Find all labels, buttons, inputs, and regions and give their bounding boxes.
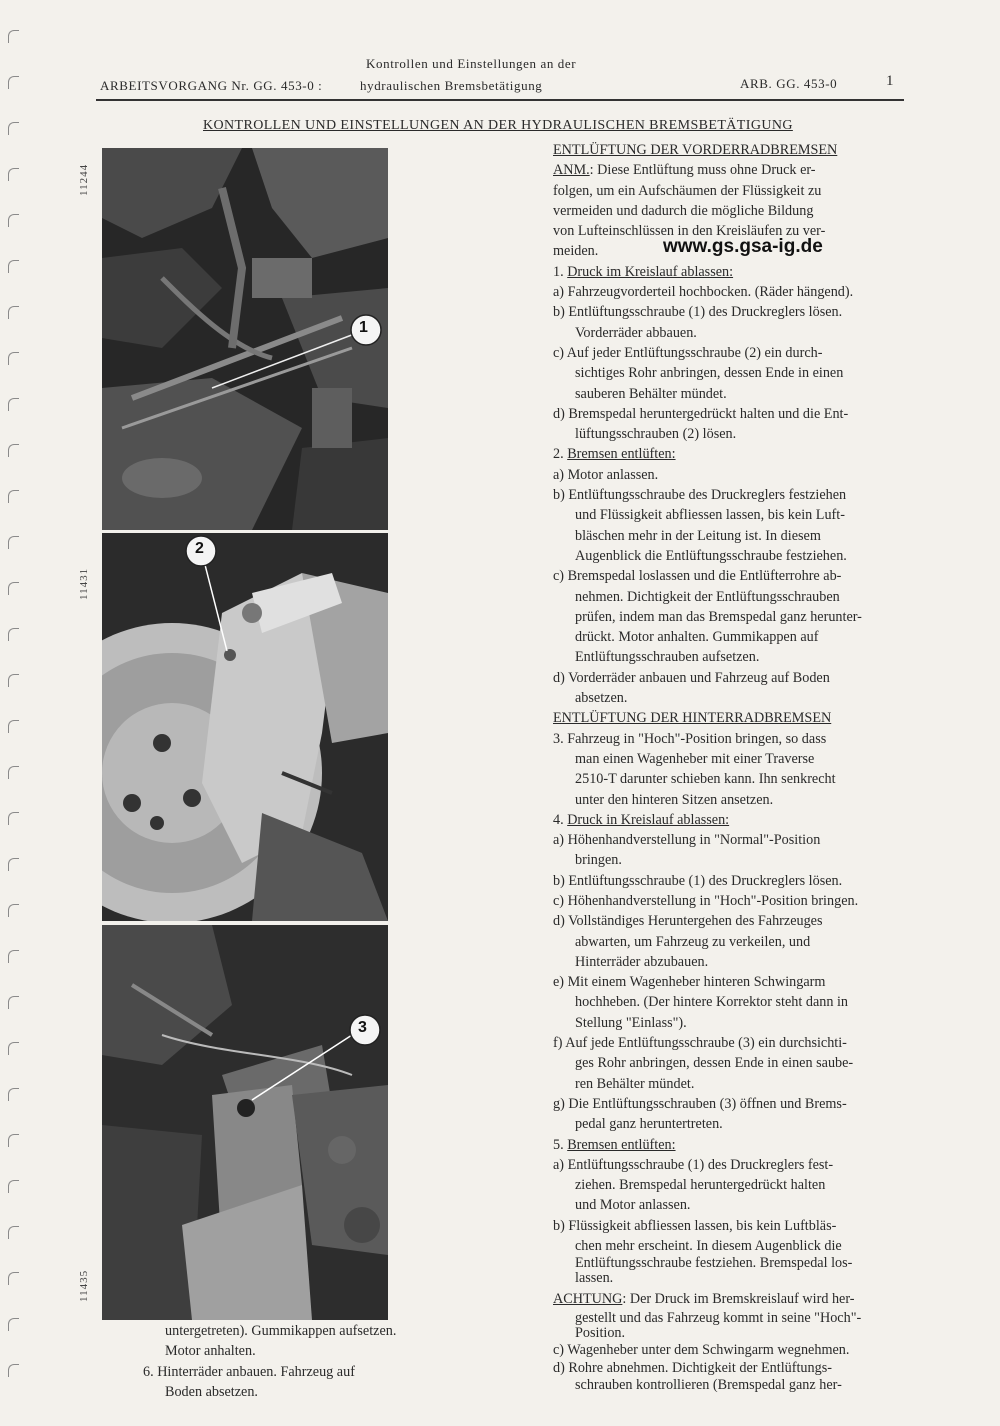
front-bleeding-heading: ENTLÜFTUNG DER VORDERRADBREMSEN [553,142,838,158]
binder-hole [0,766,26,780]
step-item: e) Mit einem Wagenheber hinteren Schwingarm [553,974,826,991]
binder-hole [0,444,26,458]
step-item-cont: Vorderräder abbauen. [575,324,697,341]
binder-hole [0,214,26,228]
figure-number: 11431 [78,567,90,600]
step-item: f) Auf jede Entlüftungsschraube (3) ein durchsichti- [553,1035,847,1052]
step-1-heading: 1. Druck im Kreislauf ablassen: [553,263,734,280]
step-item: c) Wagenheber unter dem Schwingarm wegnehmen. [553,1341,850,1358]
step-item-cont: absetzen. [575,690,628,707]
step-item-cont: Hinterräder abzubauen. [575,953,709,970]
step-item-cont: sauberen Behälter mündet. [575,385,727,402]
header-procedure-number: ARBEITSVORGANG Nr. GG. 453-0 : [100,78,323,93]
step-item-cont: und Flüssigkeit abfliessen lassen, bis kein Luft- [575,507,845,524]
binder-hole [0,76,26,90]
callout-2: 2 [195,540,204,557]
step-item-cont: ziehen. Bremspedal heruntergedrückt halten [575,1177,826,1194]
binder-hole [0,1272,26,1286]
callout-1: 1 [359,319,368,336]
step-2-heading: 2. Bremsen entlüften: [553,446,676,463]
step-item: b) Entlüftungsschraube (1) des Druckreglers lösen. [553,872,843,889]
binder-hole [0,858,26,872]
binder-hole [0,1088,26,1102]
photo-front-brake-caliper [102,533,388,921]
binder-hole [0,720,26,734]
step-item-cont: Stellung "Einlass"). [575,1014,687,1031]
step-item-cont: schrauben kontrollieren (Bremspedal ganz her- [575,1376,842,1393]
anm-label: ANM. [553,162,590,179]
left-continuation-2: Motor anhalten. [165,1343,256,1359]
anm-line: folgen, um ein Aufschäumen der Flüssigkeit zu [553,182,822,199]
binder-hole [0,628,26,642]
step-3-line: 3. Fahrzeug in "Hoch"-Position bringen, so dass [553,730,827,747]
step-3-line: 2510-T darunter schieben kann. Ihn senkrecht [575,771,836,788]
brake-disc-illustration [102,533,388,921]
right-column [553,140,933,1393]
page-title: KONTROLLEN UND EINSTELLUNGEN AN DER HYDRAULISCHEN BREMSBETÄTIGUNG [203,118,793,133]
page-number: 1 [886,73,895,89]
step-item-cont: bringen. [575,852,622,869]
step-4-heading: 4. Druck in Kreislauf ablassen: [553,811,730,828]
binder-hole [0,398,26,412]
figure-number: 11244 [78,163,90,196]
binder-hole [0,1180,26,1194]
binder-hole [0,536,26,550]
step-item: d) Vollständiges Heruntergehen des Fahrzeuges [553,913,823,930]
step-item-cont: und Motor anlassen. [575,1197,691,1214]
step-item: b) Entlüftungsschraube (1) des Druckreglers lösen. [553,304,843,321]
step-item: c) Auf jeder Entlüftungsschraube (2) ein durch- [553,344,823,361]
step-item-cont: ges Rohr anbringen, dessen Ende in einen saube- [575,1055,854,1072]
anm-note: ANM.: Diese Entlüftung muss ohne Druck er- [553,162,816,179]
step-item: d) Rohre abnehmen. Dichtigkeit der Entlüftungs- [553,1359,832,1376]
photo-front-pressure-regulator [102,148,388,530]
binder-hole [0,1364,26,1378]
step-item: d) Bremspedal heruntergedrückt halten und die Ent- [553,405,849,422]
rear-bleeding-heading: ENTLÜFTUNG DER HINTERRADBREMSEN [553,710,832,727]
anm-line: von Lufteinschlüssen in den Kreisläufen zu ver- [553,223,826,240]
step-item: c) Höhenhandverstellung in "Hoch"-Position bringen. [553,892,859,909]
anm-line: vermeiden und dadurch die mögliche Bildung [553,202,814,219]
binder-hole [0,996,26,1010]
left-step-6: 6. Hinterräder anbauen. Fahrzeug auf [143,1364,355,1380]
binder-hole [0,1226,26,1240]
step-item-cont: drückt. Motor anhalten. Gummikappen auf [575,629,819,646]
step-item-cont: Entlüftungsschrauben aufsetzen. [575,649,760,666]
anm-line-with-url: meiden. www.gs.gsa-ig.de [553,236,823,260]
step-item: a) Entlüftungsschraube (1) des Druckreglers fest- [553,1156,834,1173]
step-item: d) Vorderräder anbauen und Fahrzeug auf Boden [553,669,830,686]
step-item-cont: Augenblick die Entlüftungsschraube festziehen. [575,547,847,564]
step-item-cont: lüftungsschrauben (2) lösen. [575,426,737,443]
binder-hole [0,674,26,688]
figure-number: 11435 [78,1269,90,1302]
achtung-line: Position. [575,1324,626,1341]
step-item: a) Höhenhandverstellung in "Normal"-Position [553,832,821,849]
binder-hole [0,306,26,320]
binder-hole [0,122,26,136]
step-3-line: man einen Wagenheber mit einer Traverse [575,750,815,767]
achtung-line: gestellt und das Fahrzeug kommt in seine "Hoch"- [575,1309,862,1326]
step-item-cont: sichtiges Rohr anbringen, dessen Ende in einen [575,365,844,382]
header-code: ARB. GG. 453-0 [740,76,838,91]
binder-hole [0,1318,26,1332]
step-item-cont: hochheben. (Der hintere Korrektor steht dann in [575,994,849,1011]
header-subject: hydraulischen Bremsbetätigung [360,78,543,93]
step-item-cont: abwarten, um Fahrzeug zu verkeilen, und [575,933,811,950]
step-item-cont: bläschen mehr in der Leitung ist. In diesem [575,527,821,544]
step-3-line: unter den hinteren Sitzen ansetzen. [575,791,774,808]
step-item-cont: pedal ganz heruntertreten. [575,1116,723,1133]
binder-hole [0,1134,26,1148]
step-item-cont: nehmen. Dichtigkeit der Entlüftungsschrauben [575,588,840,605]
binder-hole [0,260,26,274]
step-item: a) Fahrzeugvorderteil hochbocken. (Räder hängend). [553,284,854,301]
binder-hole [0,168,26,182]
binder-hole [0,1042,26,1056]
binder-hole [0,30,26,44]
binder-hole [0,490,26,504]
binder-hole [0,812,26,826]
binder-hole [0,950,26,964]
step-item: a) Motor anlassen. [553,466,659,483]
step-item-cont: Entlüftungsschraube festziehen. Bremspedal los- [575,1255,853,1272]
binder-hole [0,904,26,918]
engine-photo-illustration [102,148,388,530]
photo-rear-bleed-screw [102,925,388,1320]
left-continuation-1: untergetreten). Gummikappen aufsetzen. [165,1323,397,1339]
step-item-cont: lassen. [575,1270,614,1287]
step-item: g) Die Entlüftungsschrauben (3) öffnen und Brems- [553,1095,847,1112]
rear-suspension-illustration [102,925,388,1320]
step-item-cont: ren Behälter mündet. [575,1075,695,1092]
left-step-6-cont: Boden absetzen. [165,1384,258,1400]
step-item-cont: chen mehr erscheint. In diesem Augenblick die [575,1238,842,1255]
step-item-cont: prüfen, indem man das Bremspedal ganz herunter- [575,608,862,625]
achtung-note: ACHTUNG: Der Druck im Bremskreislauf wird her- [553,1291,855,1308]
callout-3: 3 [358,1019,367,1036]
step-item: b) Entlüftungsschraube des Druckreglers festziehen [553,487,847,504]
step-item: c) Bremspedal loslassen und die Entlüfterrohre ab- [553,568,842,585]
header-rule [96,99,904,101]
achtung-label: ACHTUNG [553,1291,623,1308]
binder-hole [0,352,26,366]
website-watermark: www.gs.gsa-ig.de [663,236,823,258]
header-top-line: Kontrollen und Einstellungen an der [366,56,577,71]
step-item: b) Flüssigkeit abfliessen lassen, bis kein Luftbläs- [553,1217,837,1234]
step-5-heading: 5. Bremsen entlüften: [553,1136,676,1153]
binder-hole [0,582,26,596]
